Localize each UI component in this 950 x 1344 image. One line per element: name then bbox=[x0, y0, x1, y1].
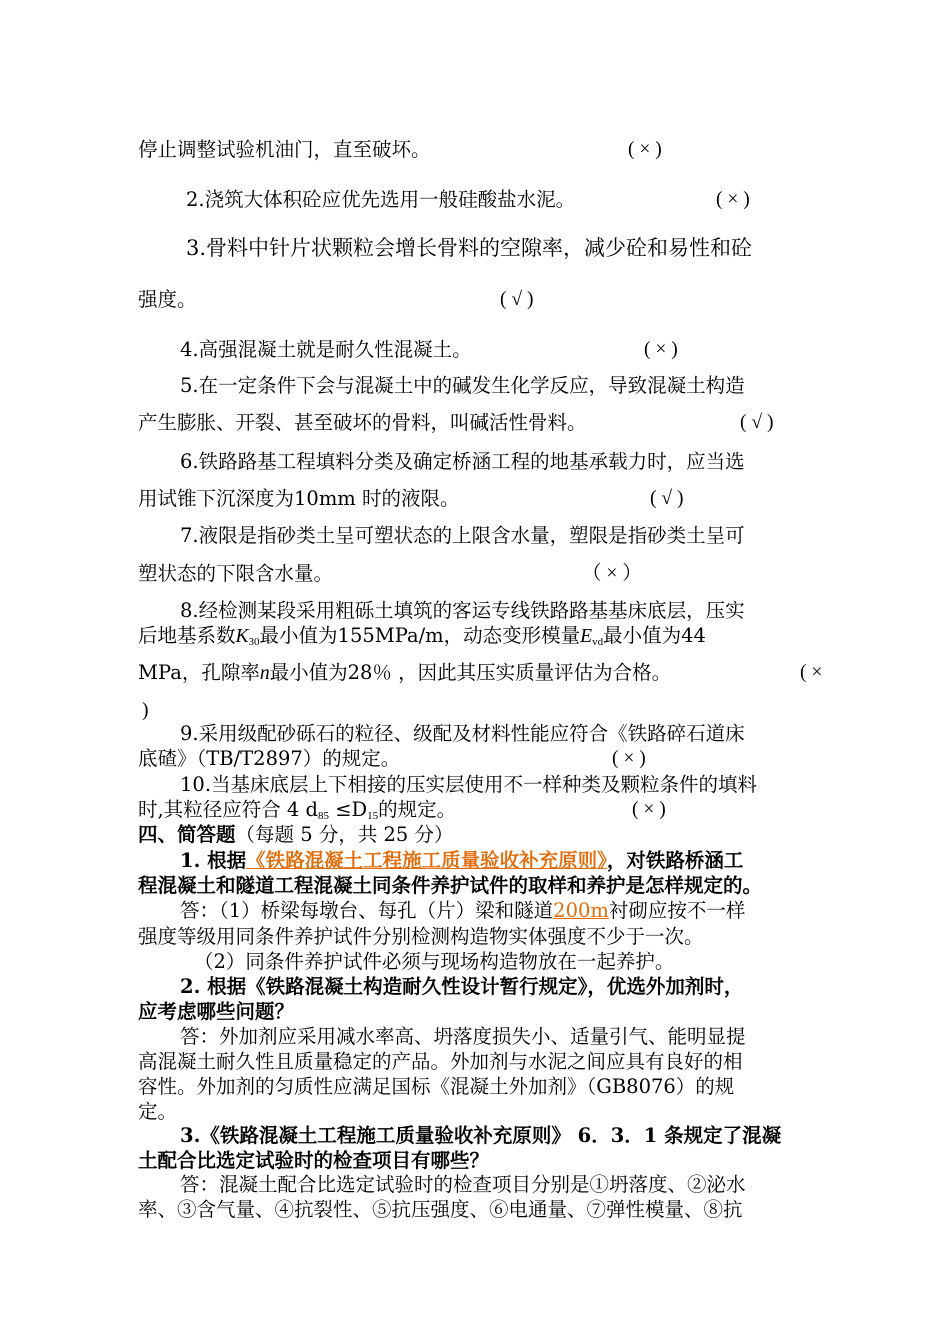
q2-answer-2: 高混凝土耐久性且质量稳定的产品。外加剂与水泥之间应具有良好的相 bbox=[138, 1050, 743, 1073]
q3-line1: 3.《铁路混凝土工程施工质量验收补充原则》 6．3．1 条规定了混凝 bbox=[180, 1124, 782, 1147]
q2-answer-1: 答：外加剂应采用减水率高、坍落度损失小、适量引气、能明显提 bbox=[180, 1025, 746, 1048]
q2-answer-3: 容性。外加剂的匀质性应满足国标《混凝土外加剂》（GB8076）的规 bbox=[138, 1075, 735, 1098]
q1-line2: 程混凝土和隧道工程混凝土同条件养护试件的取样和养护是怎样规定的。 bbox=[138, 874, 763, 897]
item-1-answer: ( × ) bbox=[628, 139, 662, 160]
item-4-answer: ( × ) bbox=[644, 339, 678, 360]
item-3-line2: 强度。 bbox=[138, 288, 197, 311]
item-10-answer: ( × ) bbox=[632, 799, 666, 820]
item-7-line1: 7.液限是指砂类土呈可塑状态的上限含水量，塑限是指砂类土呈可 bbox=[180, 524, 745, 547]
200m-link[interactable]: 200m bbox=[553, 899, 609, 922]
item-9-answer: ( × ) bbox=[612, 748, 646, 769]
item-6-line2: 用试锥下沉深度为10mm 时的液限。 bbox=[138, 487, 460, 510]
item-6-answer: ( √ ) bbox=[650, 488, 684, 509]
item-6-line1: 6.铁路路基工程填料分类及确定桥涵工程的地基承载力时，应当选 bbox=[180, 450, 745, 473]
item-7-line2: 塑状态的下限含水量。 bbox=[138, 562, 334, 585]
item-2-text: 2.浇筑大体积砼应优先选用一般硅酸盐水泥。 bbox=[186, 188, 576, 211]
q1-answer-1-cont: 强度等级用同条件养护试件分别检测构造物实体强度不少于一次。 bbox=[138, 925, 704, 948]
q2-line1: 2. 根据《铁路混凝土构造耐久性设计暂行规定》，优选外加剂时， bbox=[180, 975, 744, 998]
item-5-answer: ( √ ) bbox=[740, 412, 774, 433]
q2-line2: 应考虑哪些问题？ bbox=[138, 1000, 295, 1023]
q1-line1: 1. 根据《铁路混凝土工程施工质量验收补充原则》，对铁路桥涵工 bbox=[180, 849, 744, 872]
standard-link[interactable]: 《铁路混凝土工程施工质量验收补充原则》 bbox=[246, 849, 607, 872]
item-8-answer-open: ( × bbox=[800, 662, 823, 683]
item-9-line1: 9.采用级配砂砾石的粒径、级配及材料性能应符合《铁路碎石道床 bbox=[180, 722, 745, 745]
item-1-text: 停止调整试验机油门，直至破坏。 bbox=[138, 138, 431, 161]
item-10-line2: 时,其粒径应符合 4 $d_{85} \le D_{15}$的规定。 bbox=[138, 798, 457, 822]
item-8-line3: MPa，孔隙率n最小值为28％ ，因此其压实质量评估为合格。 bbox=[138, 661, 672, 684]
section-heading: 四、简答题（每题 5 分，共 25 分） bbox=[138, 823, 454, 846]
item-2-answer: ( × ) bbox=[716, 189, 750, 210]
item-3-line1: 3.骨料中针片状颗粒会增长骨料的空隙率，减少砼和易性和砼 bbox=[186, 236, 753, 260]
item-7-answer: （ × ） bbox=[582, 563, 642, 584]
q3-line2: 土配合比选定试验时的检查项目有哪些？ bbox=[138, 1149, 490, 1172]
item-8-line1: 8.经检测某段采用粗砾土填筑的客运专线铁路路基基床底层，压实 bbox=[180, 599, 745, 622]
item-10-line1: 10.当基床底层上下相接的压实层使用不一样种类及颗粒条件的填料 bbox=[180, 773, 758, 796]
item-5-line1: 5.在一定条件下会与混凝土中的碱发生化学反应，导致混凝土构造 bbox=[180, 374, 745, 397]
q2-answer-4: 定。 bbox=[138, 1100, 178, 1123]
item-5-line2: 产生膨胀、开裂、甚至破坏的骨料，叫碱活性骨料。 bbox=[138, 411, 587, 434]
q1-answer-2: （2）同条件养护试件必须与现场构造物放在一起养护。 bbox=[194, 950, 675, 973]
item-8-answer-close: ) bbox=[142, 700, 149, 721]
item-9-line2: 底碴》（TB/T2897）的规定。 bbox=[138, 747, 401, 770]
q3-answer-2: 率、③含气量、④抗裂性、⑤抗压强度、⑥电通量、⑦弹性模量、⑧抗 bbox=[138, 1198, 743, 1221]
q1-answer-1: 答：（1）桥梁每墩台、每孔（片）梁和隧道200m衬砌应按不一样 bbox=[180, 899, 746, 922]
q3-answer-1: 答：混凝土配合比选定试验时的检查项目分别是①坍落度、②泌水 bbox=[180, 1173, 746, 1196]
item-4-text: 4.高强混凝土就是耐久性混凝土。 bbox=[180, 338, 472, 361]
item-3-answer: ( √ ) bbox=[500, 289, 534, 310]
item-8-line2: 后地基系数$K_{30}$最小值为155MPa/m，动态变形模量$E_{vd}$最小值为44 bbox=[138, 624, 706, 648]
